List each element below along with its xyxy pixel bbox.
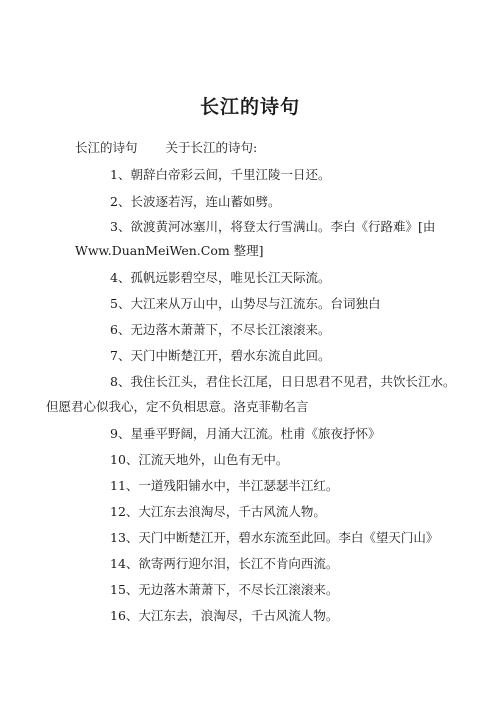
intro-label: 长江的诗句 xyxy=(75,140,138,155)
poem-line-5: 5、大江来从万山中，山势尽与江流东。台词独白 xyxy=(110,296,381,311)
poem-line-11: 11、一道残阳铺水中，半江瑟瑟半江红。 xyxy=(110,478,339,493)
intro-text: 关于长江的诗句: xyxy=(165,140,258,155)
poem-line-7: 7、天门中断楚江开，碧水东流自此回。 xyxy=(110,348,331,363)
poem-line-2: 2、长波逐若泻，连山蓄如劈。 xyxy=(110,194,281,209)
intro-line xyxy=(75,138,257,156)
poem-line-3-continued: Www.DuanMeiWen.Com 整理] xyxy=(75,243,264,258)
poem-line-4: 4、孤帆远影碧空尽，唯见长江天际流。 xyxy=(110,270,331,285)
poem-line-16: 16、大江东去，浪淘尽，千古风流人物。 xyxy=(110,608,339,623)
poem-line-15: 15、无边落木萧萧下，不尽长江滚滚来。 xyxy=(110,582,339,597)
page-title: 长江的诗句 xyxy=(199,96,300,118)
poem-line-8: 8、我住长江头，君住长江尾，日日思君不见君，共饮长江水。 xyxy=(110,374,456,389)
poem-line-3: 3、欲渡黄河冰塞川，将登太行雪满山。李白《行路难》[由 xyxy=(110,219,436,234)
poem-line-1: 1、朝辞白帝彩云间，千里江陵一日还。 xyxy=(110,167,331,182)
poem-line-12: 12、大江东去浪淘尽，千古风流人物。 xyxy=(110,504,326,519)
poem-line-9: 9、星垂平野阔，月涌大江流。杜甫《旅夜抒怀》 xyxy=(110,426,381,441)
poem-line-8-continued: 但愿君心似我心，定不负相思意。洛克菲勒名言 xyxy=(46,399,309,414)
poem-line-6: 6、无边落木萧萧下，不尽长江滚滚来。 xyxy=(110,322,331,337)
poem-line-14: 14、欲寄两行迎尔泪，长江不肯向西流。 xyxy=(110,556,339,571)
poem-line-13: 13、天门中断楚江开，碧水东流至此回。李白《望天门山》 xyxy=(110,530,439,545)
poem-line-10: 10、江流天地外，山色有无中。 xyxy=(110,452,289,467)
